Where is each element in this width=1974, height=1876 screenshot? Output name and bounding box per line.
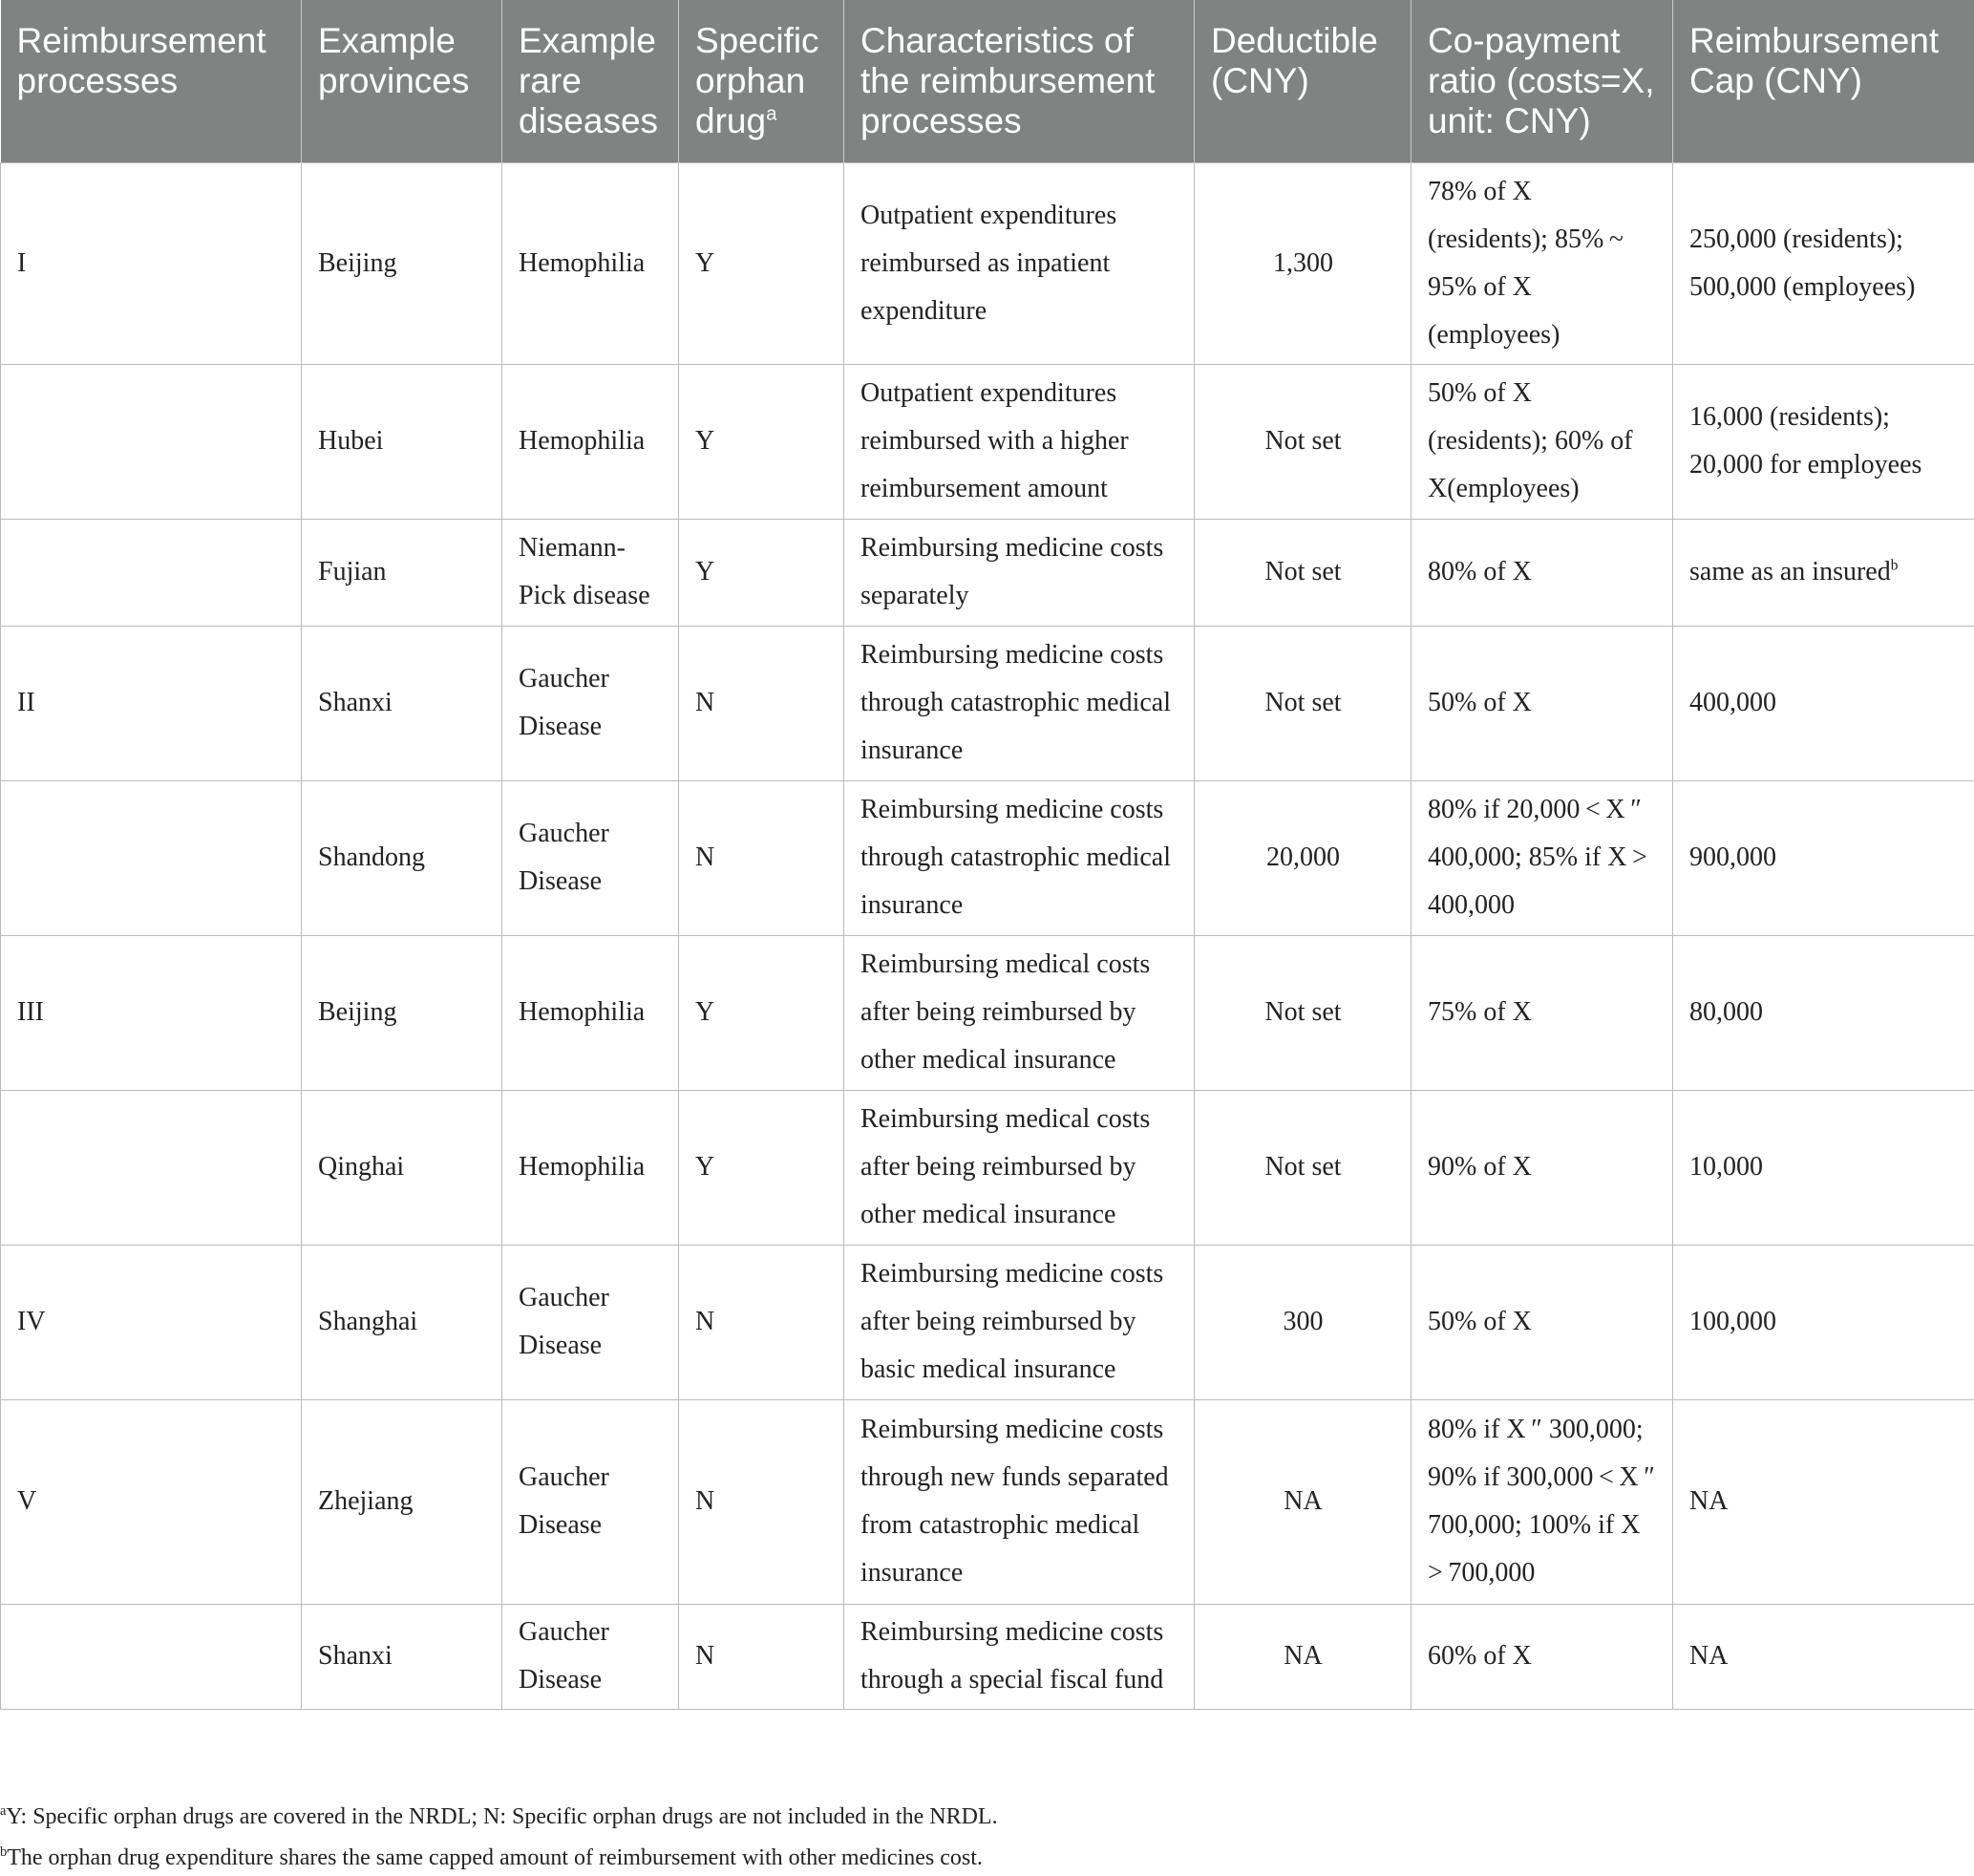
cell-cap: 900,000 [1673,780,1974,935]
cell-province: Shandong [302,780,502,935]
cell-deductible: Not set [1195,519,1412,626]
cell-process: III [1,935,302,1090]
cell-province: Beijing [302,935,502,1090]
cell-disease: Gaucher Disease [502,1399,679,1604]
header-co-payment-ratio: Co-payment ratio (costs=X, unit: CNY) [1412,0,1673,162]
cell-process: V [1,1399,302,1604]
cell-province: Zhejiang [302,1399,502,1604]
cell-orphan-drug: N [679,1245,844,1399]
cell-deductible: 20,000 [1195,780,1412,935]
table-row [1,1245,1974,1399]
header-deductible: Deductible (CNY) [1195,0,1412,162]
cell-deductible: 1,300 [1195,162,1412,364]
cell-copayment: 90% of X [1412,1090,1673,1245]
cell-province: Qinghai [302,1090,502,1245]
footnotes [0,1794,998,1876]
cell-process [1,1604,302,1709]
cell-orphan-drug: Y [679,1090,844,1245]
cell-characteristics: Outpatient expenditures reimbursed as inpatient expenditure [844,162,1195,364]
cell-disease: Gaucher Disease [502,1245,679,1399]
cell-disease: Niemann-Pick disease [502,519,679,626]
header-reimbursement-processes: Reimbursement processes [1,0,302,162]
table-row [1,1604,1974,1709]
cell-orphan-drug: N [679,1604,844,1709]
footnote-b: $^b$The orphan drug expenditure shares the same capped amount of reimbursement with other medicines cost. [0,1835,998,1876]
table-row [1,626,1974,780]
cell-orphan-drug: N [679,626,844,780]
header-example-rare-diseases: Example rare diseases [502,0,679,162]
cell-process [1,364,302,519]
cell-process [1,1090,302,1245]
cell-deductible: NA [1195,1399,1412,1604]
cell-process: I [1,162,302,364]
cell-copayment: 80% of X [1412,519,1673,626]
cell-cap: 80,000 [1673,935,1974,1090]
cell-copayment: 75% of X [1412,935,1673,1090]
header-row [1,0,1974,162]
cell-characteristics: Reimbursing medicine costs through a special fiscal fund [844,1604,1195,1709]
cell-disease: Gaucher Disease [502,1604,679,1709]
cell-process: IV [1,1245,302,1399]
cell-cap: NA [1673,1604,1974,1709]
cell-copayment: 80% if X ″ 300,000; 90% if 300,000 < X ″ 700,000; 100% if X > 700,000 [1412,1399,1673,1604]
cell-cap: 16,000 (residents); 20,000 for employees [1673,364,1974,519]
cell-copayment: 50% of X [1412,1245,1673,1399]
cell-province: Shanxi [302,626,502,780]
table-row [1,519,1974,626]
cell-characteristics: Reimbursing medicine costs after being reimbursed by basic medical insurance [844,1245,1195,1399]
cell-orphan-drug: Y [679,935,844,1090]
cell-disease: Hemophilia [502,1090,679,1245]
cell-province: Shanxi [302,1604,502,1709]
cell-province: Hubei [302,364,502,519]
header-example-provinces: Example provinces [302,0,502,162]
cell-characteristics: Reimbursing medical costs after being reimbursed by other medical insurance [844,1090,1195,1245]
cell-disease: Hemophilia [502,935,679,1090]
header-specific-orphan-drug: Specific orphan drug$^a$ [679,0,844,162]
cell-deductible: Not set [1195,935,1412,1090]
cell-cap: 100,000 [1673,1245,1974,1399]
table-header [1,0,1974,162]
cell-characteristics: Outpatient expenditures reimbursed with a higher reimbursement amount [844,364,1195,519]
cell-cap: same as an insured$^b$ [1673,519,1974,626]
footnote-a: $^a$Y: Specific orphan drugs are covered in the NRDL; N: Specific orphan drugs are not included in the NRDL. [0,1794,998,1835]
cell-orphan-drug: N [679,1399,844,1604]
cell-cap: 400,000 [1673,626,1974,780]
cell-deductible: NA [1195,1604,1412,1709]
cell-characteristics: Reimbursing medicine costs through catastrophic medical insurance [844,780,1195,935]
cell-cap: NA [1673,1399,1974,1604]
cell-copayment: 50% of X [1412,626,1673,780]
cell-characteristics: Reimbursing medical costs after being reimbursed by other medical insurance [844,935,1195,1090]
cell-cap: 10,000 [1673,1090,1974,1245]
cell-process: II [1,626,302,780]
table-row [1,1399,1974,1604]
cell-characteristics: Reimbursing medicine costs through catastrophic medical insurance [844,626,1195,780]
cell-copayment: 80% if 20,000 < X ″ 400,000; 85% if X > 400,000 [1412,780,1673,935]
cell-characteristics: Reimbursing medicine costs separately [844,519,1195,626]
cell-deductible: Not set [1195,1090,1412,1245]
cell-cap: 250,000 (residents); 500,000 (employees) [1673,162,1974,364]
cell-copayment: 60% of X [1412,1604,1673,1709]
cell-orphan-drug: Y [679,519,844,626]
table-row [1,162,1974,364]
cell-orphan-drug: Y [679,162,844,364]
header-reimbursement-cap: Reimbursement Cap (CNY) [1673,0,1974,162]
cell-deductible: 300 [1195,1245,1412,1399]
footnote-marker-a: a [766,104,776,125]
cell-deductible: Not set [1195,626,1412,780]
cell-disease: Gaucher Disease [502,626,679,780]
cell-orphan-drug: N [679,780,844,935]
table-row [1,364,1974,519]
cell-characteristics: Reimbursing medicine costs through new funds separated from catastrophic medical insurance [844,1399,1195,1604]
header-characteristics: Characteristics of the reimbursement processes [844,0,1195,162]
cell-province: Shanghai [302,1245,502,1399]
cell-process [1,780,302,935]
cell-copayment: 78% of X (residents); 85% ~ 95% of X (employees) [1412,162,1673,364]
table-row [1,780,1974,935]
cell-province: Beijing [302,162,502,364]
cell-disease: Hemophilia [502,162,679,364]
table-body [1,162,1974,1709]
cell-deductible: Not set [1195,364,1412,519]
cell-process [1,519,302,626]
footnote-marker-b: b [1891,558,1899,574]
cell-disease: Hemophilia [502,364,679,519]
table-row [1,935,1974,1090]
cell-province: Fujian [302,519,502,626]
cell-copayment: 50% of X (residents); 60% of X(employees) [1412,364,1673,519]
cell-disease: Gaucher Disease [502,780,679,935]
cell-orphan-drug: Y [679,364,844,519]
table-row [1,1090,1974,1245]
